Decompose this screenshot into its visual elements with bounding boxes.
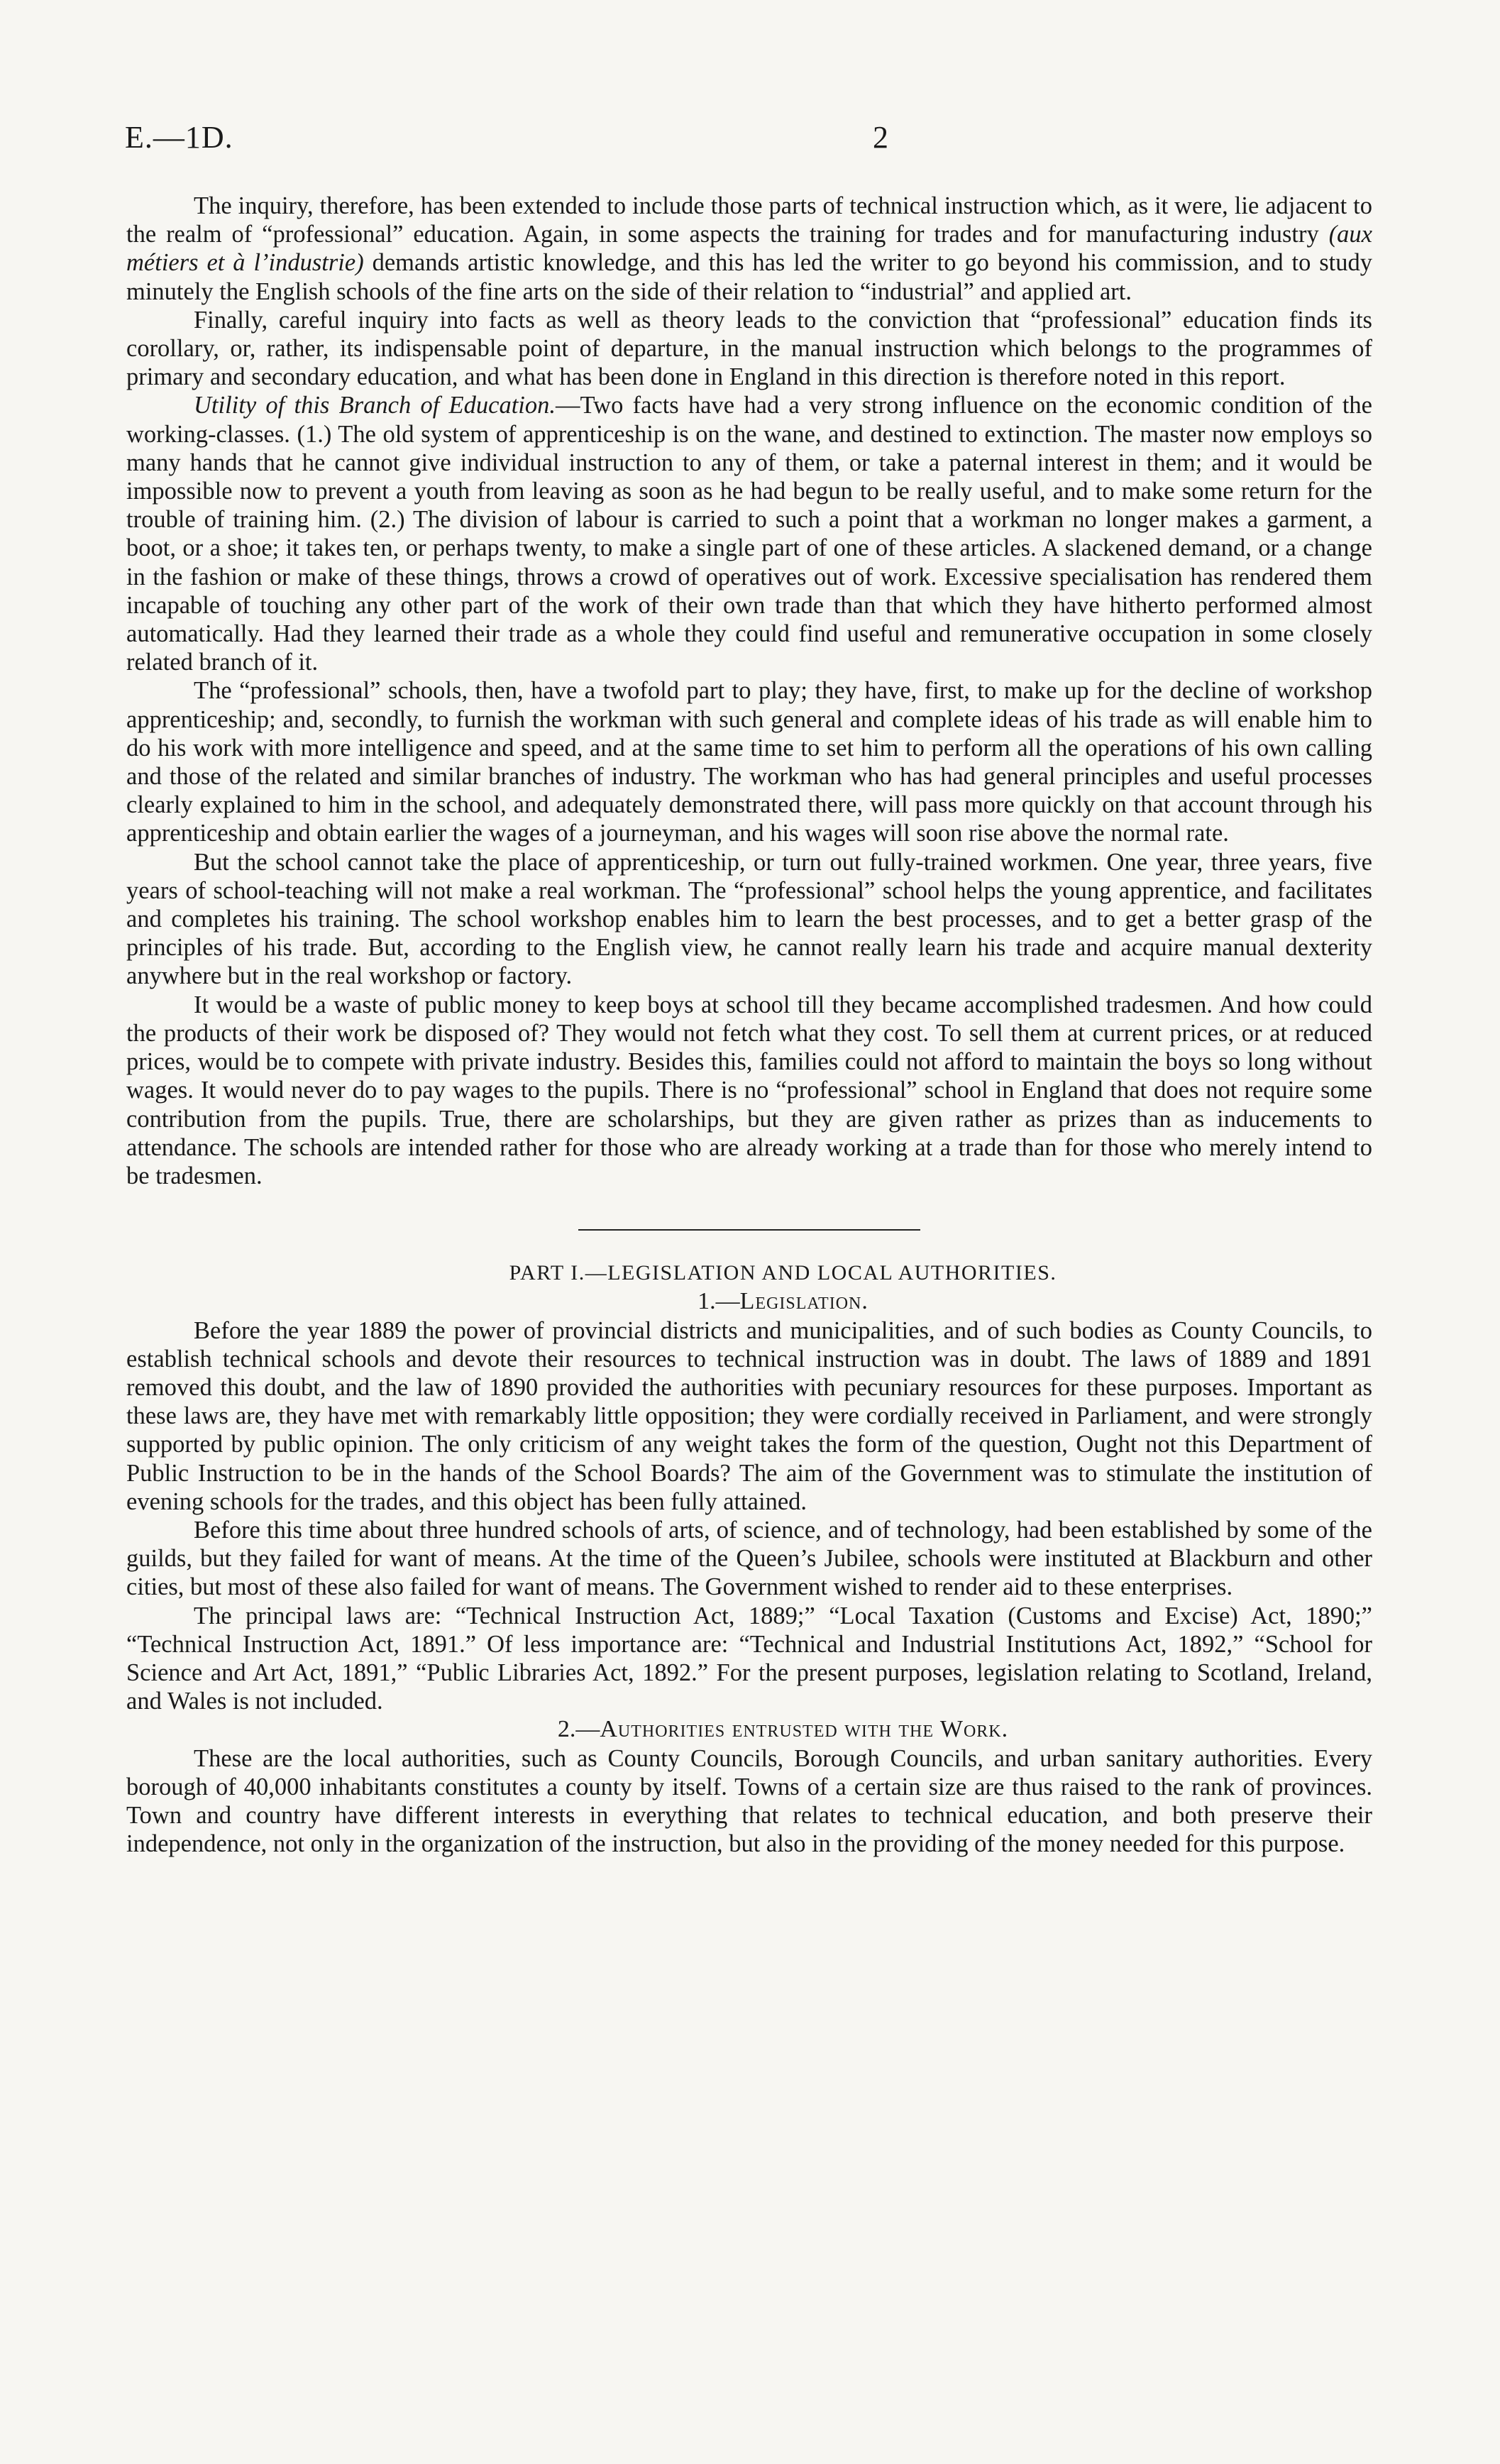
intro-paragraph-2: Finally, careful inquiry into facts as well as theory leads to the conviction that “professional” education finds its corollary, or, rather, its indispensable point of departure, in the manual instruction which belongs to the programmes of primary and secondary education, and what has been done in England in this direction is therefore noted in this report. (126, 306, 1372, 391)
part-title: PART I.—LEGISLATION AND LOCAL AUTHORITIES. (509, 1261, 1057, 1285)
intro-p1-italic: (aux métiers et à l’industrie) (126, 221, 1372, 277)
section-1-number: 1.— (697, 1288, 740, 1315)
legislation-paragraph-3: The principal laws are: “Technical Instruction Act, 1889;” “Local Taxation (Customs and Excise) Act, 1890;” “Technical Instruction Act, 1891.” Of less importance are: “Technical and Industrial Institutions Act, 1892,” “School for Science and Art Act, 1891,” “Public Libraries Act, 1892.” For the present purposes, legislation relating to Scotland, Ireland, and Wales is not included. (126, 1602, 1372, 1715)
section-1-heading: Legislation. (739, 1288, 868, 1315)
document-code: E.—1D. (125, 120, 233, 155)
section-divider (578, 1229, 920, 1231)
intro-p3-text: —Two facts have had a very strong influence on the economic condition of the working-classes. (1.) The old system of apprenticeship is on the wane, and destined to extinction. The master now employs so many hands that he cannot give individual instruction to any of them, or take a paternal interest in them; and it would be impossible now to prevent a youth from leaving as soon as he had begun to be really useful, and to make some return for the trouble of training him. (2.) The division of labour is carried to such a point that a workman no longer makes a garment, a boot, or a shoe; it takes ten, or perhaps twenty, to make a single part of one of these articles. A slackened demand, or a change in the fashion or make of these things, throws a crowd of operatives out of work. Excessive specialisation has rendered them incapable of touching any other part of the work of their own trade than that which they have hitherto performed almost automatically. Had they learned their trade as a whole they could find useful and remunerative occupation in some closely related branch of it. (126, 392, 1372, 676)
intro-paragraph-6: It would be a waste of public money to keep boys at school till they became accomplished tradesmen. And how could the products of their work be disposed of? They would not fetch what they cost. To sell them at current prices, or at reduced prices, would be to compete with private industry. Besides this, families could not afford to maintain the boys so long without wages. It would never do to pay wages to the pupils. There is no “professional” school in England that does not require some contribution from the pupils. True, there are scholarships, but they are given rather as prizes than as inducements to attendance. The schools are intended rather for those who are already working at a trade than for those who merely intend to be tradesmen. (126, 991, 1372, 1189)
authorities-paragraph-1: These are the local authorities, such as County Councils, Borough Councils, and urban sanitary authorities. Every borough of 40,000 inhabitants constitutes a county by itself. Towns of a certain size are thus raised to the rank of provinces. Town and country have different interests in everything that relates to technical education, and both preserve their independence, not only in the organization of the instruction, but also in the providing of the money needed for this purpose. (126, 1744, 1372, 1858)
intro-p1-end: demands artistic knowledge, and this has led the writer to go beyond his commission, and to study minutely the English schools of the fine arts on the side of their relation to “industrial” and applied art. (126, 249, 1372, 305)
page-number: 2 (873, 120, 888, 155)
section-1-title (126, 1287, 1372, 1316)
section-2-heading: Authorities entrusted with the Work. (600, 1716, 1009, 1743)
page-header (125, 119, 1374, 162)
section-2-title (126, 1715, 1372, 1744)
section-2-number: 2.— (557, 1716, 600, 1743)
intro-paragraph-5: But the school cannot take the place of apprenticeship, or turn out fully-trained workmen. One year, three years, five years of school-teaching will not make a real workman. The “professional” school helps the young apprentice, and facilitates and completes his training. The school workshop enables him to learn the best processes, and to get a better grasp of the principles of his trade. But, according to the English view, he cannot really learn his trade and acquire manual dexterity anywhere but in the real workshop or factory. (126, 848, 1372, 990)
intro-paragraph-4: The “professional” schools, then, have a twofold part to play; they have, first, to make up for the decline of workshop apprenticeship; and, secondly, to furnish the workman with such general and complete ideas of his trade as will enable him to do his work with more intelligence and speed, and at the same time to set him to perform all the operations of his own calling and those of the related and similar branches of industry. The workman who has had general principles and useful processes clearly explained to him in the school, and adequately demonstrated there, will pass more quickly on that account through his apprenticeship and obtain earlier the wages of a journeyman, and his wages will soon rise above the normal rate. (126, 677, 1372, 847)
legislation-paragraph-1: Before the year 1889 the power of provincial districts and municipalities, and of such bodies as County Councils, to establish technical schools and devote their resources to technical instruction was in doubt. The laws of 1889 and 1891 removed this doubt, and the law of 1890 provided the authorities with pecuniary resources for these purposes. Important as these laws are, they have met with remarkably little opposition; they were cordially received in Parliament, and were strongly supported by public opinion. The only criticism of any weight takes the form of the question, Ought not this Department of Public Instruction to be in the hands of the School Boards? The aim of the Government was to stimulate the institution of evening schools for the trades, and this object has been fully attained. (126, 1316, 1372, 1515)
body-text (126, 192, 1372, 1858)
legislation-paragraph-2: Before this time about three hundred schools of arts, of science, and of technology, had been established by some of the guilds, but they failed for want of means. At the time of the Queen’s Jubilee, schools were instituted at Blackburn and other cities, but most of these also failed for want of means. The Government wished to render aid to these enterprises. (126, 1516, 1372, 1601)
intro-paragraph-1 (126, 192, 1372, 306)
utility-heading: Utility of this Branch of Education. (194, 392, 556, 419)
intro-p1-text: The inquiry, therefore, has been extended to include those parts of technical instruction which, as it were, lie adjacent to the realm of “professional” education. Again, in some aspects the training for trades and for manufacturing industry (126, 192, 1372, 248)
intro-paragraph-3 (126, 391, 1372, 676)
